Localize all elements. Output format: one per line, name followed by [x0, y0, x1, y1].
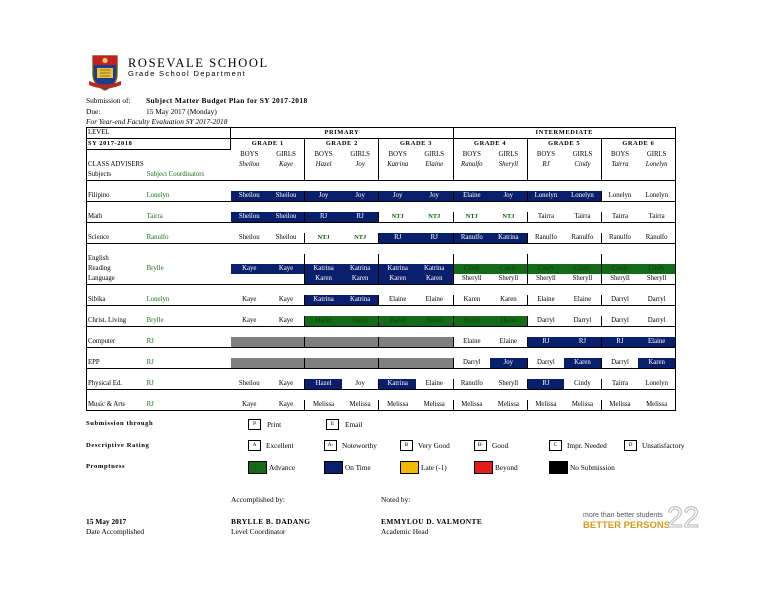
assignment-cell: Ranulfo [638, 233, 675, 244]
assignment-cell: Lonelyn [601, 191, 638, 202]
blank-cell [379, 170, 416, 181]
assignment-cell: Katrina [342, 295, 379, 306]
blank-cell [527, 170, 564, 181]
assignment-cell [527, 254, 564, 264]
rating-item-label: Excellent [266, 441, 294, 450]
assignment-cell: Tairra [527, 212, 564, 223]
coordinators-label: Subject Coordinators [147, 170, 231, 181]
gender-header: BOYS [462, 150, 481, 158]
adviser-name: Katrina [387, 161, 409, 168]
adviser-name: Tairra [611, 161, 629, 168]
assignment-cell: Kaye [268, 379, 305, 390]
assignment-cell: Cindy [527, 264, 564, 274]
subject-coordinator: RJ [147, 358, 231, 369]
assignment-cell: Darryl [564, 316, 601, 327]
assignment-cell [268, 337, 305, 348]
subject-coordinator [147, 254, 231, 264]
assignment-cell: Cindy [601, 264, 638, 274]
rating-code-box: C [549, 440, 562, 451]
assignment-cell: RJ [527, 337, 564, 348]
date-accomplished-label: Date Accomplished [86, 527, 145, 536]
assignment-cell: Sheryll [490, 274, 527, 285]
assignment-cell: Sheryll [527, 274, 564, 285]
gender-header: BOYS [388, 150, 407, 158]
assignment-cell: Hazel [342, 316, 379, 327]
rating-item-label: Unsatisfactory [642, 441, 685, 450]
assignment-cell: NTJ [379, 212, 416, 223]
assignment-cell: Melissa [601, 400, 638, 411]
grade-header: GRADE 3 [379, 139, 453, 150]
assignment-cell: RJ [564, 337, 601, 348]
assignment-cell: Joy [379, 191, 416, 202]
promptness-label: Promptness [86, 463, 126, 470]
assignment-cell: Katrina [305, 264, 342, 274]
assignment-cell: Elaine [379, 295, 416, 306]
assignment-cell [564, 254, 601, 264]
spacer-row [87, 244, 676, 255]
subject-name: Filipino [87, 191, 147, 202]
rating-item-label: Noteworthy [342, 441, 377, 450]
assignment-cell [305, 337, 342, 348]
descriptive-rating-label: Descriptive Rating [86, 442, 150, 449]
rating-item-label: Good [492, 441, 509, 450]
assignment-cell [416, 337, 453, 348]
assignment-cell: Karen [453, 295, 490, 306]
rating-code-box: A [248, 440, 261, 451]
spacer-row [87, 202, 676, 213]
assignment-cell: Joy [342, 379, 379, 390]
promptness-item-label: Advance [269, 463, 295, 472]
adviser-name: Hazel [315, 161, 332, 168]
rating-code-box: B- [474, 440, 487, 451]
gender-header: GIRLS [342, 150, 379, 161]
assignment-cell: Karen [305, 274, 342, 285]
assignment-cell: Tairra [601, 212, 638, 223]
academic-head-title: Academic Head [381, 527, 429, 536]
promptness-item-label: On Time [345, 463, 371, 472]
due-label: Due: [86, 107, 101, 116]
assignment-cell: Joy [305, 191, 342, 202]
assignment-cell: Karen [416, 274, 453, 285]
assignment-cell: Melissa [564, 400, 601, 411]
assignment-cell: Karen [342, 274, 379, 285]
promptness-item-label: Beyond [495, 463, 518, 472]
gender-header: GIRLS [490, 150, 527, 161]
rating-item-label: Impr. Needed [567, 441, 607, 450]
assignment-cell: RJ [601, 337, 638, 348]
assignment-cell: Cindy [638, 264, 675, 274]
subject-coordinator: Brylle [147, 316, 231, 327]
school-department: Grade School Department [128, 69, 247, 78]
assignment-cell: Karen [379, 274, 416, 285]
assignment-cell: Hazel [416, 316, 453, 327]
school-year-label: SY 2017-2018 [87, 139, 231, 150]
rating-code-box: A- [324, 440, 337, 451]
assignment-cell [416, 254, 453, 264]
assignment-cell: Darryl [527, 316, 564, 327]
budget-plan-table [86, 127, 676, 411]
adviser-name: Sheilou [239, 161, 260, 168]
subject-coordinator: Brylle [146, 265, 164, 272]
gender-header: GIRLS [564, 150, 601, 161]
rating-code-box: D [624, 440, 637, 451]
grade-header: GRADE 4 [453, 139, 527, 150]
assignment-cell: Elaine [416, 295, 453, 306]
level-label: LEVEL [87, 128, 231, 139]
assignment-cell: Katrina [342, 264, 379, 274]
assignment-cell [379, 337, 416, 348]
blank-cell [342, 170, 379, 181]
assignment-cell: Sheryll [564, 274, 601, 285]
subject-coordinator: RJ [147, 337, 231, 348]
spacer-row [87, 390, 676, 401]
adviser-name: Sheryll [490, 160, 527, 170]
assignment-cell: Karen [490, 295, 527, 306]
school-name: ROSEVALE SCHOOL [128, 56, 269, 70]
promptness-item-label: Late (-1) [421, 463, 447, 472]
assignment-cell: Kaye [231, 316, 268, 327]
subjects-label: Subjects [87, 170, 147, 181]
submission-item-label: Print [267, 420, 282, 429]
assignment-cell: Ranulfo [453, 379, 490, 390]
assignment-cell: Ranulfo [601, 233, 638, 244]
assignment-cell: Tairra [564, 212, 601, 223]
accomplished-by-label: Accomplished by: [231, 495, 285, 504]
gender-header: BOYS [240, 150, 259, 158]
subject-name: Physical Ed. [87, 379, 147, 390]
brand-slogan: BETTER PERSONS [583, 520, 671, 531]
assignment-cell: Ranulfo [564, 233, 601, 244]
coordinator-name: BRYLLE B. DADANG [231, 517, 311, 526]
assignment-cell: RJ [305, 212, 342, 223]
assignment-cell [231, 254, 268, 264]
assignment-cell: Tairra [601, 379, 638, 390]
assignment-cell: Hazel [305, 316, 342, 327]
assignment-cell: Darryl [601, 316, 638, 327]
subject-name: English [87, 254, 147, 264]
assignment-cell: Hazel [453, 316, 490, 327]
subject-name: Computer [87, 337, 147, 348]
adviser-name: Lonelyn [638, 160, 675, 170]
assignment-cell: Katrina [490, 233, 527, 244]
blank-cell [490, 170, 527, 181]
assignment-cell [231, 358, 268, 369]
class-advisers-label: CLASS ADVISERS [87, 160, 231, 170]
noted-by-label: Noted by: [381, 495, 411, 504]
purpose-note: For Year-end Faculty Evaluation SY 2017-2018 [86, 117, 228, 126]
assignment-cell: Hazel [379, 316, 416, 327]
assignment-cell [305, 358, 342, 369]
assignment-cell: Karen [638, 358, 675, 369]
grade-header: GRADE 2 [305, 139, 379, 150]
assignment-cell: Melissa [379, 400, 416, 411]
promptness-swatch [549, 461, 568, 474]
assignment-cell: NTJ [416, 212, 453, 223]
subject-name: Christ. Living [87, 316, 147, 327]
assignment-cell: Elaine [416, 379, 453, 390]
assignment-cell [342, 358, 379, 369]
blank-cell [638, 170, 675, 181]
subject-name: Music & Arts [87, 400, 147, 411]
assignment-cell [231, 274, 268, 285]
assignment-cell: Kaye [268, 264, 305, 274]
assignment-cell: Hazel [490, 316, 527, 327]
assignment-cell: Sheryll [490, 379, 527, 390]
assignment-cell: Elaine [490, 337, 527, 348]
blank-cell [416, 170, 453, 181]
gender-header: BOYS [314, 150, 333, 158]
assignment-cell: Kaye [231, 400, 268, 411]
date-accomplished-value: 15 May 2017 [86, 517, 127, 526]
assignment-cell: Melissa [638, 400, 675, 411]
gender-header: GIRLS [416, 150, 453, 161]
assignment-cell: Darryl [601, 358, 638, 369]
subject-coordinator [147, 274, 231, 285]
spacer-row [87, 181, 676, 192]
assignment-cell [638, 254, 675, 264]
gender-header: BOYS [536, 150, 555, 158]
promptness-item-label: No Submission [570, 463, 615, 472]
adviser-name: Kaye [268, 160, 305, 170]
assignment-cell: Melissa [416, 400, 453, 411]
subject-name: Reading [87, 264, 147, 274]
blank-cell [268, 170, 305, 181]
assignment-cell: Lonelyn [638, 191, 675, 202]
gender-header: GIRLS [268, 150, 305, 161]
blank-cell [305, 170, 342, 181]
subject-coordinator: Tairra [147, 212, 231, 223]
assignment-cell: Joy [490, 358, 527, 369]
assignment-cell: Darryl [638, 316, 675, 327]
assignment-cell: Elaine [638, 337, 675, 348]
blank-cell [453, 170, 490, 181]
assignment-cell: Lonelyn [638, 379, 675, 390]
assignment-cell: Sheilou [268, 191, 305, 202]
assignment-cell: Kaye [268, 400, 305, 411]
submission-label: Submission of: [86, 96, 131, 105]
assignment-cell [379, 358, 416, 369]
assignment-cell: Karen [564, 358, 601, 369]
assignment-cell: Elaine [453, 337, 490, 348]
assignment-cell [268, 358, 305, 369]
adviser-name: Cindy [564, 160, 601, 170]
assignment-cell: Ranulfo [527, 233, 564, 244]
assignment-cell: Sheilou [231, 212, 268, 223]
assignment-cell: Sheilou [268, 233, 305, 244]
assignment-cell [453, 254, 490, 264]
subject-coordinator: RJ [147, 400, 231, 411]
coordinator-title: Level Coordinator [231, 527, 286, 536]
subject-coordinator: Lonelyn [147, 295, 231, 306]
assignment-cell: NTJ [453, 212, 490, 223]
assignment-cell [490, 254, 527, 264]
assignment-cell: Melissa [305, 400, 342, 411]
subject-coordinator: Ranulfo [147, 233, 231, 244]
assignment-cell: Darryl [453, 358, 490, 369]
blank-cell [564, 170, 601, 181]
gender-header: BOYS [610, 150, 630, 158]
intermediate-header: INTERMEDIATE [453, 128, 675, 139]
adviser-name: Ranulfo [461, 161, 483, 168]
rating-code-box: B [400, 440, 413, 451]
spacer-row [87, 223, 676, 234]
assignment-cell: Joy [342, 191, 379, 202]
subject-coordinator: RJ [147, 379, 231, 390]
assignment-cell: Ranulfo [453, 233, 490, 244]
assignment-cell: Darryl [638, 295, 675, 306]
assignment-cell: Elaine [564, 295, 601, 306]
submission-value: Subject Matter Budget Plan for SY 2017-2018 [146, 96, 308, 105]
spacer-row [87, 369, 676, 380]
assignment-cell: Melissa [453, 400, 490, 411]
assignment-cell: Sheilou [231, 233, 268, 244]
subject-name: EPP [87, 358, 147, 369]
assignment-cell: Darryl [601, 295, 638, 306]
submission-code-box: P [248, 419, 261, 430]
assignment-cell: NTJ [490, 212, 527, 223]
brand-number: 22 [667, 502, 700, 534]
subject-name: Science [87, 233, 147, 244]
assignment-cell: RJ [527, 379, 564, 390]
assignment-cell: Katrina [379, 379, 416, 390]
assignment-cell: Cindy [490, 264, 527, 274]
academic-head-name: EMMYLOU D. VALMONTE [381, 517, 483, 526]
assignment-cell [342, 337, 379, 348]
assignment-cell [342, 254, 379, 264]
assignment-cell [268, 254, 305, 264]
assignment-cell: Sheilou [231, 191, 268, 202]
promptness-swatch [474, 461, 493, 474]
assignment-cell [416, 358, 453, 369]
assignment-cell: Cindy [564, 264, 601, 274]
assignment-cell: Joy [490, 191, 527, 202]
assignment-cell: RJ [379, 233, 416, 244]
assignment-cell: Hazel [305, 379, 342, 390]
promptness-swatch [400, 461, 419, 474]
assignment-cell: Kaye [268, 295, 305, 306]
assignment-cell: Sheryll [601, 274, 638, 285]
spacer-row [87, 327, 676, 338]
assignment-cell: Elaine [453, 191, 490, 202]
promptness-swatch [248, 461, 267, 474]
assignment-cell: Katrina [379, 264, 416, 274]
adviser-name: Joy [342, 160, 379, 170]
grade-header: GRADE 6 [601, 139, 675, 150]
blank-cell [87, 150, 231, 161]
primary-header: PRIMARY [231, 128, 453, 139]
assignment-cell: Kaye [268, 316, 305, 327]
assignment-cell: Lonelyn [564, 191, 601, 202]
assignment-cell: RJ [342, 212, 379, 223]
subject-name: Sibika [87, 295, 147, 306]
assignment-cell: Sheilou [231, 379, 268, 390]
assignment-cell: Elaine [527, 295, 564, 306]
assignment-cell [305, 254, 342, 264]
grade-header: GRADE 5 [527, 139, 601, 150]
assignment-cell: Tairra [638, 212, 675, 223]
assignment-cell: NTJ [305, 233, 342, 244]
brand-tagline: more than better students [583, 512, 663, 519]
spacer-row [87, 306, 676, 317]
assignment-cell: Sheryll [453, 274, 490, 285]
adviser-name: Elaine [416, 160, 453, 170]
assignment-cell: Darryl [527, 358, 564, 369]
spacer-row [87, 285, 676, 296]
submission-through-label: Submission through [86, 420, 154, 427]
assignment-cell: Cindy [453, 264, 490, 274]
school-crest [88, 52, 122, 92]
submission-item-label: Email [345, 420, 363, 429]
subject-name: Math [87, 212, 147, 223]
assignment-cell: Melissa [342, 400, 379, 411]
assignment-cell [268, 274, 305, 285]
assignment-cell: RJ [416, 233, 453, 244]
assignment-cell: Kaye [231, 264, 268, 274]
assignment-cell: Melissa [490, 400, 527, 411]
assignment-cell: Cindy [564, 379, 601, 390]
assignment-cell: Sheilou [268, 212, 305, 223]
assignment-cell: Kaye [231, 295, 268, 306]
assignment-cell: Joy [416, 191, 453, 202]
assignment-cell [379, 254, 416, 264]
assignment-cell [231, 337, 268, 348]
assignment-cell: Lonelyn [527, 191, 564, 202]
promptness-swatch [324, 461, 343, 474]
adviser-name: RJ [542, 161, 550, 168]
assignment-cell: Melissa [527, 400, 564, 411]
subject-coordinator: Lonelyn [147, 191, 231, 202]
subject-name: Language [87, 274, 147, 285]
blank-cell [231, 170, 268, 181]
assignment-cell: Katrina [416, 264, 453, 274]
assignment-cell: Sheryll [638, 274, 675, 285]
rating-item-label: Very Good [418, 441, 450, 450]
blank-cell [601, 170, 638, 181]
spacer-row [87, 348, 676, 359]
assignment-cell [601, 254, 638, 264]
brand-logo [583, 502, 701, 535]
assignment-cell: NTJ [342, 233, 379, 244]
due-value: 15 May 2017 (Monday) [146, 107, 217, 116]
submission-code-box: E [326, 419, 339, 430]
grade-header: GRADE 1 [231, 139, 305, 150]
assignment-cell: Katrina [305, 295, 342, 306]
gender-header: GIRLS [638, 150, 675, 161]
